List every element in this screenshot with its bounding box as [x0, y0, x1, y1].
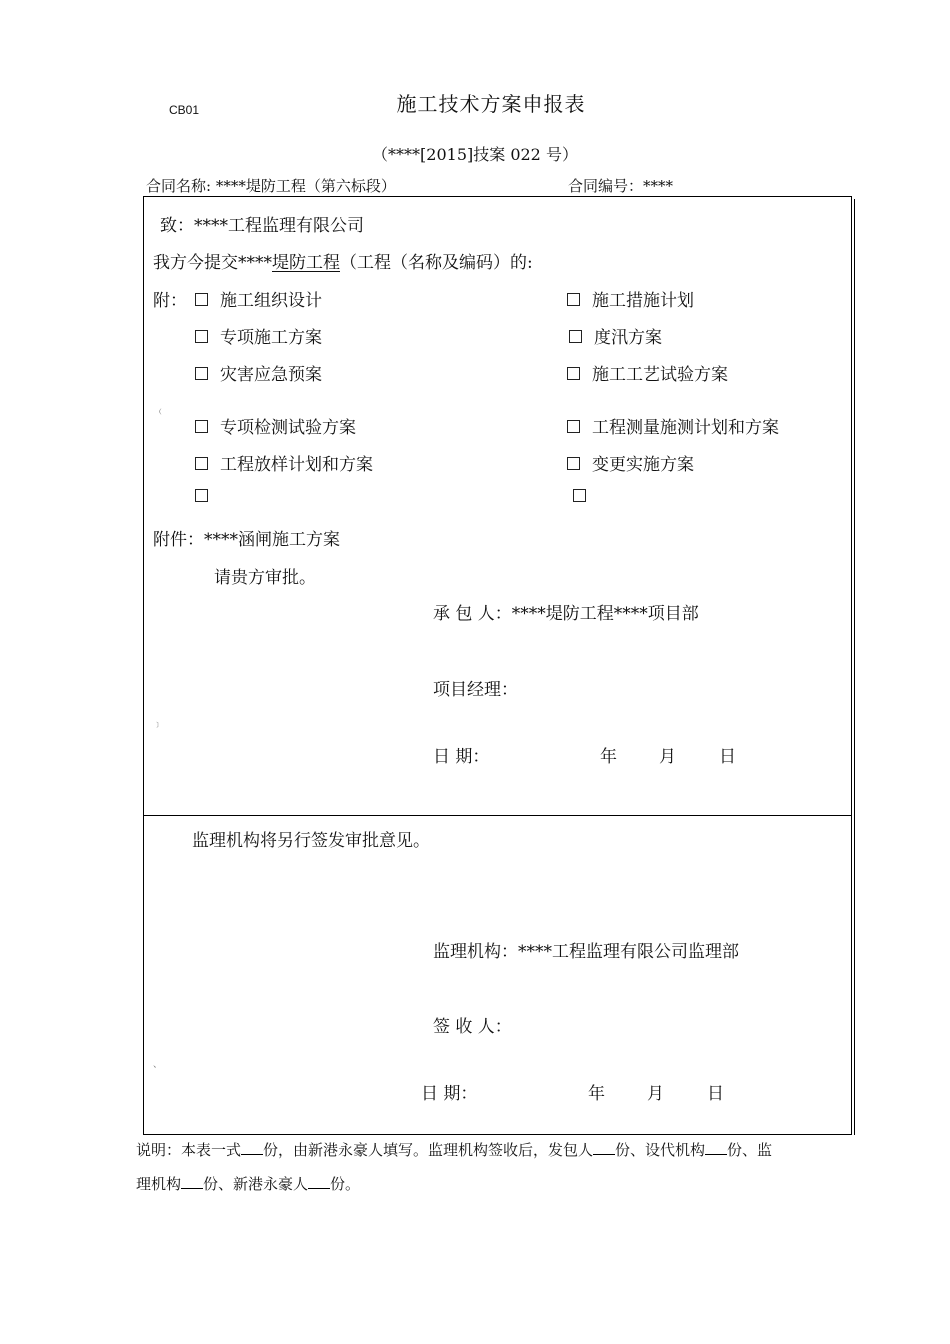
checkbox-icon[interactable]	[567, 293, 580, 306]
supervisor-date-label: 日 期：	[421, 1084, 478, 1104]
checkbox-icon[interactable]	[195, 367, 208, 380]
option-construction-measures-plan[interactable]: 施工措施计划	[567, 286, 694, 311]
form-code: CB01	[169, 103, 200, 117]
supervision-note: 监理机构将另行签发审批意见。	[192, 831, 430, 851]
option-blank-right[interactable]	[573, 487, 586, 507]
option-special-construction-plan[interactable]: 专项施工方案	[195, 323, 322, 348]
document-number: （****[2015]技案 022 号）	[372, 145, 578, 164]
checkbox-icon[interactable]	[195, 489, 208, 502]
supervisor-line: 监理机构：****工程监理有限公司监理部	[433, 942, 739, 962]
copies-blank	[181, 1174, 203, 1189]
checkbox-icon[interactable]	[567, 367, 580, 380]
option-flood-season-plan[interactable]: 度汛方案	[569, 323, 662, 348]
supervisor-date-month: 月	[647, 1084, 664, 1104]
footnote-line-2: 理机构 份、新港永豪人 份。	[136, 1175, 361, 1193]
checkbox-icon[interactable]	[195, 293, 208, 306]
checkbox-icon[interactable]	[567, 457, 580, 470]
stray-mark: ﹞	[153, 720, 163, 730]
checkbox-icon[interactable]	[567, 420, 580, 433]
attach-prefix: 附：	[153, 291, 187, 311]
request-line: 请贵方审批。	[214, 568, 316, 588]
option-construction-org-design[interactable]: 施工组织设计	[195, 286, 322, 311]
copies-blank	[241, 1140, 263, 1155]
checkbox-icon[interactable]	[195, 457, 208, 470]
project-manager-label: 项目经理：	[433, 680, 518, 700]
page-title: 施工技术方案申报表	[396, 92, 586, 116]
submit-line	[153, 248, 533, 273]
stray-mark: 、	[153, 1060, 163, 1070]
option-setting-out-plan[interactable]: 工程放样计划和方案	[195, 450, 373, 475]
section-divider	[143, 815, 852, 816]
contractor-line: 承 包 人：****堤防工程****项目部	[433, 604, 699, 624]
option-blank-left[interactable]	[195, 487, 208, 507]
checkbox-icon[interactable]	[569, 330, 582, 343]
stray-mark: ﹙	[156, 407, 166, 417]
option-process-test-plan[interactable]: 施工工艺试验方案	[567, 360, 728, 385]
copies-blank	[705, 1140, 727, 1155]
option-disaster-emergency-plan[interactable]: 灾害应急预案	[195, 360, 322, 385]
receiver-label: 签 收 人：	[433, 1017, 512, 1037]
submit-suffix: （工程（名称及编码）的:	[340, 253, 533, 273]
contractor-date-label: 日 期：	[433, 747, 490, 767]
submit-project: 堤防工程	[272, 253, 340, 273]
copies-blank	[308, 1174, 330, 1189]
contract-name: 合同名称: ****堤防工程（第六标段）	[146, 177, 396, 195]
contractor-date-year: 年	[600, 747, 617, 767]
option-survey-plan[interactable]: 工程测量施测计划和方案	[567, 413, 779, 438]
checkbox-icon[interactable]	[195, 330, 208, 343]
checkbox-icon[interactable]	[573, 489, 586, 502]
recipient-line: 致：****工程监理有限公司	[160, 216, 364, 236]
footnote-line-1: 说明：本表一式 份，由新港永豪人填写。监理机构签收后，发包人 份、设代机构 份、监	[136, 1141, 773, 1159]
contractor-date-day: 日	[719, 747, 736, 767]
checkbox-icon[interactable]	[195, 420, 208, 433]
attachment-line: 附件：****涵闸施工方案	[153, 530, 340, 550]
supervisor-date-day: 日	[707, 1084, 724, 1104]
supervisor-date-year: 年	[588, 1084, 605, 1104]
contractor-date-month: 月	[659, 747, 676, 767]
submit-prefix: 我方今提交****	[153, 253, 272, 273]
option-change-implementation-plan[interactable]: 变更实施方案	[567, 450, 694, 475]
option-special-testing-plan[interactable]: 专项检测试验方案	[195, 413, 356, 438]
copies-blank	[593, 1140, 615, 1155]
contract-number: 合同编号：****	[568, 177, 674, 195]
